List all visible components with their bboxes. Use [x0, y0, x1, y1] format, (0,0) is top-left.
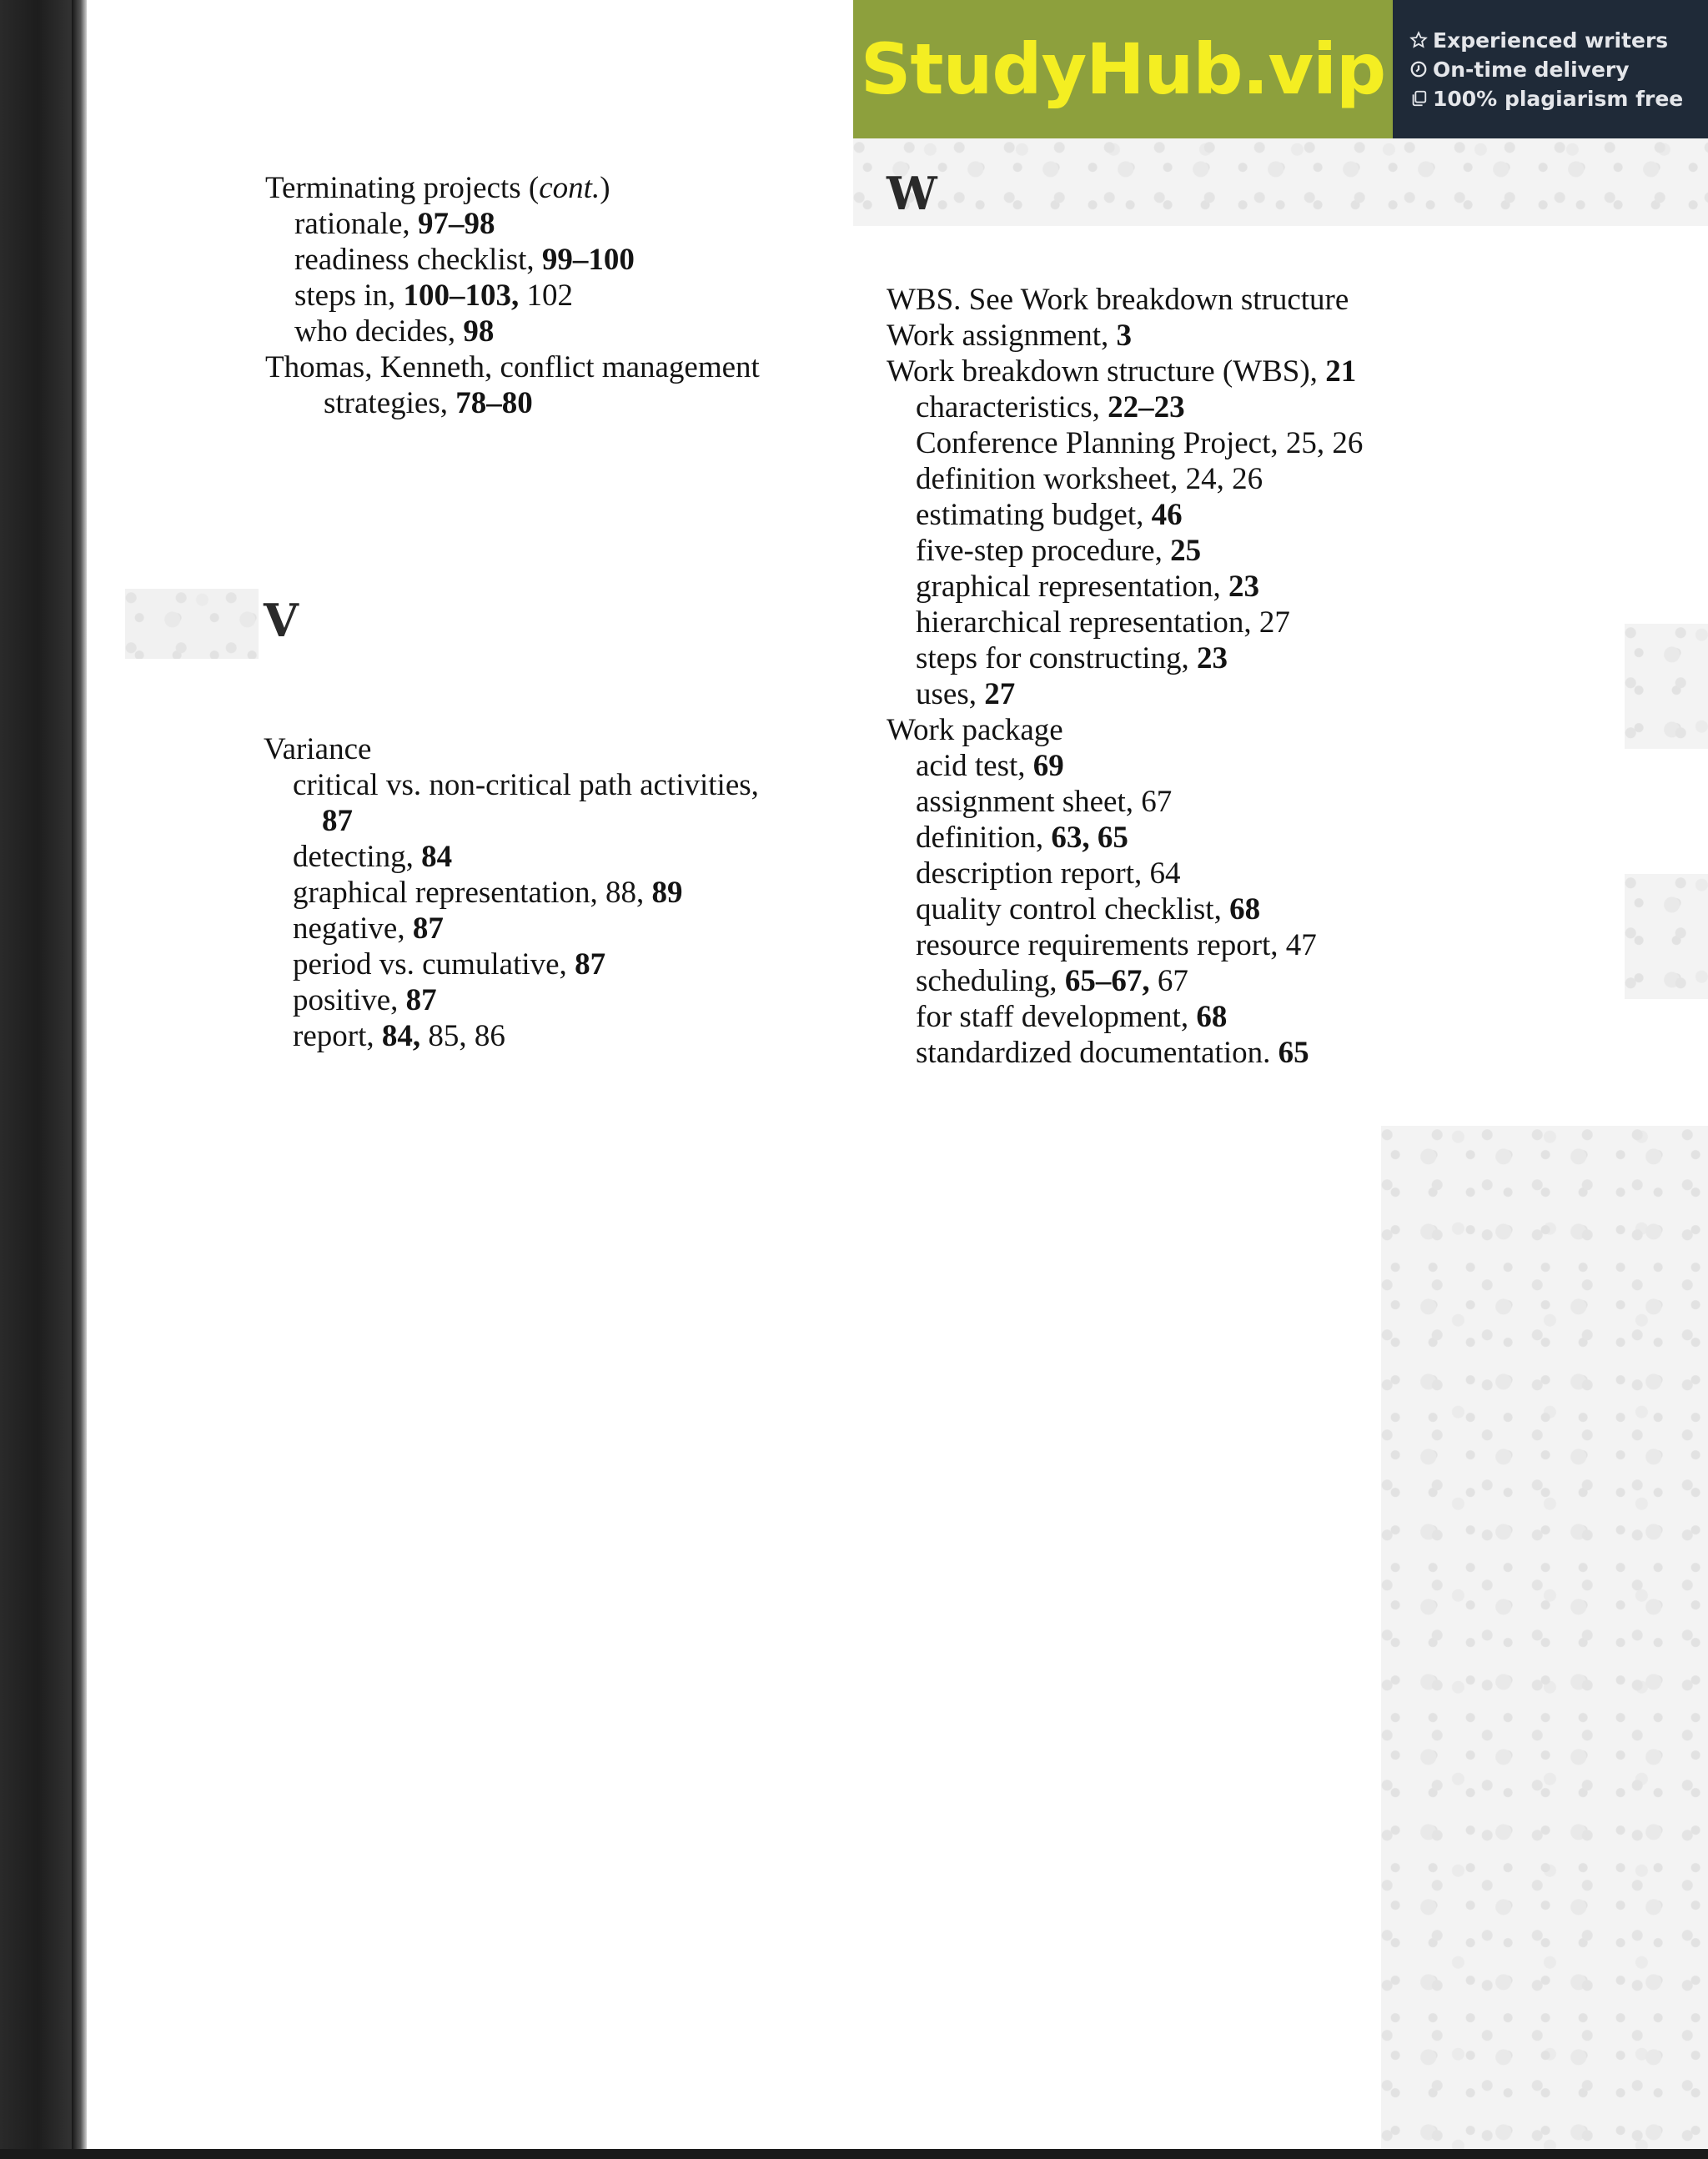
feature-item — [1409, 87, 1708, 111]
page-ref-bold: 87 — [412, 911, 444, 946]
index-term-italic: cont. — [539, 171, 600, 205]
feature-list — [1393, 0, 1708, 138]
page-ref-bold: 69 — [1032, 749, 1064, 783]
subentry-text: description report, 64 — [916, 856, 1181, 891]
subentry-text: negative, — [293, 911, 413, 946]
subentry-text: strategies, — [324, 386, 456, 420]
page-ref-bold: 63, 65 — [1051, 821, 1128, 855]
subentry-text: acid test, — [916, 749, 1033, 783]
page-ref-bold: 84, — [381, 1019, 421, 1053]
subentry-text: graphical representation, 88, — [293, 876, 652, 910]
subentry-text: scheduling, — [916, 964, 1065, 998]
subentry-text: steps for constructing, — [916, 641, 1198, 675]
paper-texture — [1625, 874, 1708, 999]
index-subentry — [264, 982, 759, 1018]
index-heading-work-assignment — [887, 318, 1363, 354]
page-ref-bold: 98 — [463, 314, 495, 349]
index-subentry — [264, 946, 759, 982]
page-ref: 102 — [519, 279, 574, 313]
index-subentry — [887, 891, 1363, 927]
subentry-text: standardized documentation. — [916, 1036, 1278, 1070]
subentry-text: graphical representation, — [916, 570, 1228, 604]
page-ref: 85, 86 — [420, 1019, 505, 1053]
index-subentry — [264, 875, 759, 911]
page-ref-bold: 22–23 — [1108, 390, 1185, 424]
star-icon — [1409, 31, 1428, 49]
index-subentry — [887, 676, 1363, 712]
feature-label: On-time delivery — [1433, 57, 1630, 82]
subentry-text: characteristics, — [916, 390, 1108, 424]
page-ref-bold: 99–100 — [541, 243, 635, 277]
page-ref-bold: 84 — [421, 840, 453, 874]
paper-texture — [1625, 624, 1708, 749]
index-subentry — [264, 1018, 759, 1054]
index-term: Work assignment, — [887, 319, 1117, 353]
index-group-t — [265, 170, 760, 421]
brand-panel[interactable] — [853, 0, 1393, 138]
index-term: ) — [600, 171, 610, 205]
page-ref-bold: 21 — [1325, 354, 1357, 389]
index-subentry — [265, 206, 760, 242]
index-subentry — [265, 314, 760, 349]
index-subentry — [887, 927, 1363, 963]
subentry-text: detecting, — [293, 840, 422, 874]
page-ref-bold: 65–67, — [1064, 964, 1150, 998]
subentry-text: readiness checklist, — [294, 243, 542, 277]
page-ref-bold: 97–98 — [417, 207, 495, 241]
page-ref-bold: 87 — [575, 947, 606, 982]
brand-logo[interactable]: StudyHub.vip — [860, 28, 1386, 110]
index-continuation — [264, 803, 759, 839]
page-ref-bold: 65 — [1278, 1036, 1309, 1070]
page-ref-bold: 100–103, — [403, 279, 520, 313]
index-heading-work-package: Work package — [887, 713, 1063, 747]
book-spine-shadow — [0, 0, 83, 2159]
index-subentry — [887, 461, 1363, 497]
page-ref-bold: 23 — [1228, 570, 1259, 604]
index-subentry — [887, 999, 1363, 1035]
index-subentry — [887, 1035, 1363, 1071]
index-continuation — [265, 385, 760, 421]
index-group-v — [264, 731, 759, 1054]
subentry-text: estimating budget, — [916, 498, 1152, 532]
subentry-text: assignment sheet, 67 — [916, 785, 1173, 819]
subentry-text: uses, — [916, 677, 985, 711]
subentry-text: definition, — [916, 821, 1052, 855]
index-subentry — [887, 784, 1363, 820]
subentry-text: definition worksheet, 24, 26 — [916, 462, 1263, 496]
subentry-text: who decides, — [294, 314, 464, 349]
page-ref-bold: 23 — [1197, 641, 1228, 675]
index-term: Terminating projects ( — [265, 171, 540, 205]
index-subentry — [264, 767, 759, 803]
studyhub-banner[interactable] — [853, 0, 1708, 138]
paper-texture — [125, 589, 259, 659]
page-ref-bold: 87 — [405, 983, 437, 1017]
subentry-text: steps in, — [294, 279, 404, 313]
section-letter-v: V — [264, 594, 299, 647]
subentry-text: hierarchical representation, 27 — [916, 605, 1290, 640]
paper-texture — [1381, 1126, 1708, 2149]
page-bottom-edge — [0, 2149, 1708, 2159]
page-ref-bold: 46 — [1151, 498, 1183, 532]
page-ref-bold: 68 — [1229, 892, 1261, 926]
subentry-text: report, — [293, 1019, 382, 1053]
index-subentry — [265, 278, 760, 314]
page-ref-bold: 87 — [322, 804, 353, 838]
index-subentry — [887, 425, 1363, 461]
subentry-text: period vs. cumulative, — [293, 947, 575, 982]
page-ref-bold: 3 — [1116, 319, 1133, 353]
subentry-text: positive, — [293, 983, 406, 1017]
subentry-text: five-step procedure, — [916, 534, 1171, 568]
copy-icon — [1409, 89, 1428, 108]
clock-icon — [1409, 60, 1428, 78]
index-subentry — [887, 605, 1363, 640]
subentry-text: for staff development, — [916, 1000, 1197, 1034]
index-subentry — [264, 911, 759, 946]
index-group-w — [887, 282, 1363, 1071]
page-ref-bold: 27 — [984, 677, 1016, 711]
subentry-text: critical vs. non-critical path activities, — [293, 768, 759, 802]
index-subentry — [887, 533, 1363, 569]
index-subentry — [887, 497, 1363, 533]
index-heading-wbs-see: WBS. See Work breakdown structure — [887, 283, 1349, 317]
subentry-text: quality control checklist, — [916, 892, 1230, 926]
page-ref-bold: 25 — [1170, 534, 1202, 568]
index-subentry — [887, 640, 1363, 676]
index-subentry — [887, 820, 1363, 856]
page-ref: 67 — [1149, 964, 1188, 998]
subentry-text: Conference Planning Project, 25, 26 — [916, 426, 1364, 460]
index-term: Work breakdown structure (WBS), — [887, 354, 1326, 389]
page-ref-bold: 78–80 — [455, 386, 533, 420]
page-ref-bold: 89 — [651, 876, 683, 910]
index-term: Thomas, Kenneth, conflict management — [265, 350, 760, 384]
index-subentry — [265, 242, 760, 278]
index-heading-variance: Variance — [264, 732, 372, 766]
index-subentry — [887, 569, 1363, 605]
index-subentry — [887, 389, 1363, 425]
page-ref-bold: 68 — [1196, 1000, 1228, 1034]
index-subentry — [887, 963, 1363, 999]
section-letter-w: W — [887, 167, 937, 220]
index-subentry — [264, 839, 759, 875]
index-subentry — [887, 856, 1363, 891]
feature-item — [1409, 28, 1708, 53]
paper-texture — [853, 138, 1708, 226]
index-heading-work-breakdown-structure — [887, 354, 1363, 389]
feature-label: 100% plagiarism free — [1433, 86, 1684, 111]
subentry-text: resource requirements report, 47 — [916, 928, 1317, 962]
page-gutter-edge — [72, 0, 87, 2159]
feature-label: Experienced writers — [1433, 28, 1669, 53]
subentry-text: rationale, — [294, 207, 418, 241]
feature-item — [1409, 58, 1708, 82]
index-heading-thomas — [265, 349, 760, 385]
index-subentry — [887, 748, 1363, 784]
index-heading-terminating-projects — [265, 170, 760, 206]
